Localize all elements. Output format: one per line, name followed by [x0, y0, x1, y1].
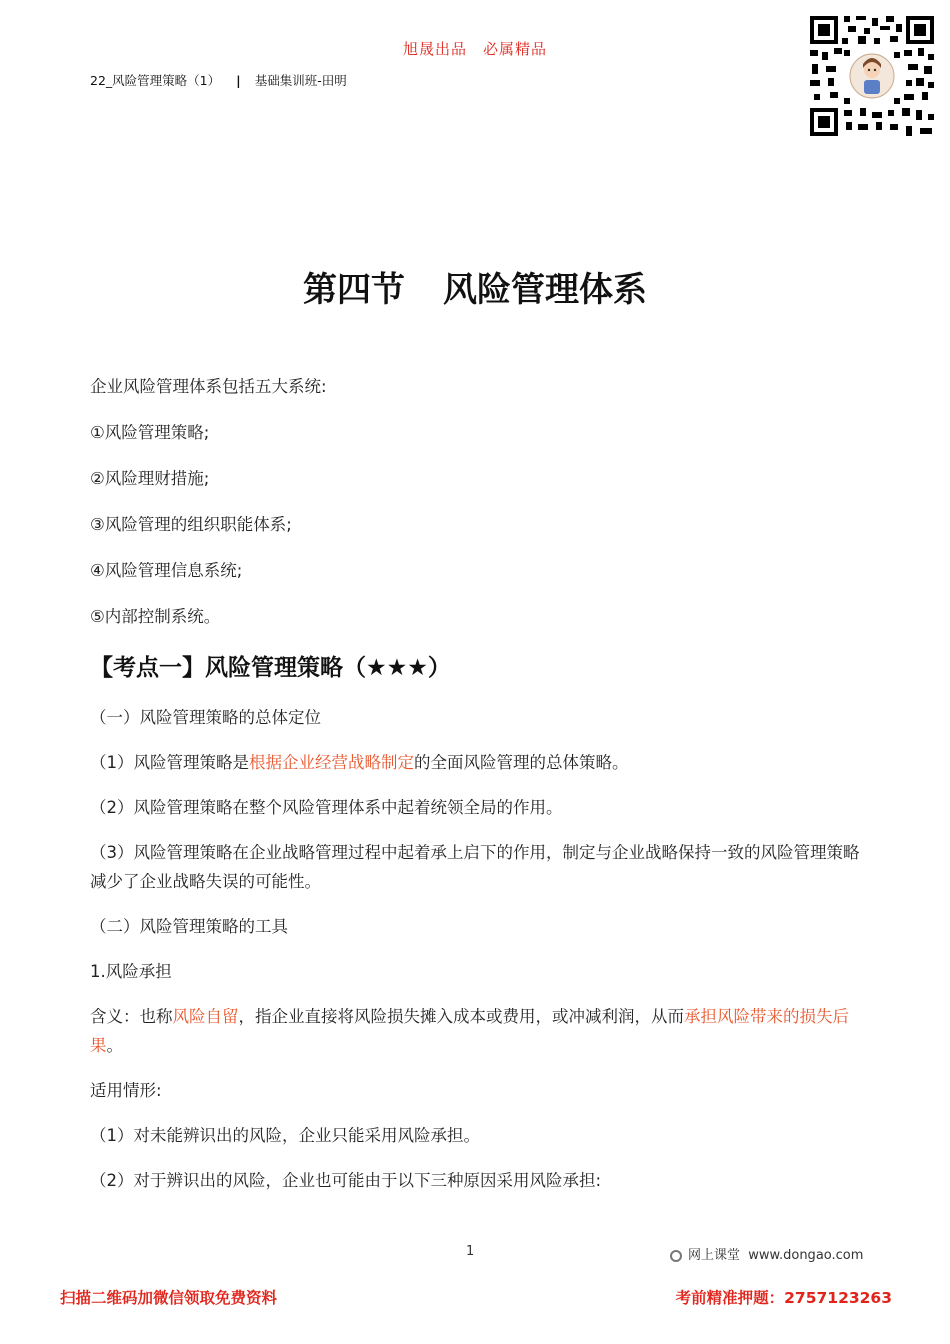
- banner-right: 考前精准押题：2757123263: [675, 1289, 892, 1307]
- s2-definition: 含义：也称风险自留，指企业直接将风险损失摊入成本或费用，或冲减利润，从而承担风险带来的损失后果。: [90, 1007, 849, 1055]
- page-number: 1: [466, 1244, 475, 1259]
- s1-point-3: （3）风险管理策略在企业战略管理过程中起着承上启下的作用，制定与企业战略保持一致的风险管理策略减少了企业战略失误的可能性。: [90, 843, 860, 891]
- s2-case-2: （2）对于辨识出的风险，企业也可能由于以下三种原因采用风险承担:: [90, 1171, 602, 1190]
- s2-subheading: 1.风险承担: [90, 962, 172, 981]
- site-footer[interactable]: [670, 1244, 863, 1263]
- intro-item-5: ⑤内部控制系统。: [90, 607, 221, 626]
- section-title: [0, 262, 950, 311]
- header-separator: |: [236, 73, 241, 88]
- highlight-text: 承担风险带来的损失后果: [90, 1007, 849, 1055]
- qr-code-image[interactable]: [808, 14, 936, 138]
- intro-item-2: ②风险理财措施;: [90, 469, 210, 488]
- banner-left: 扫描二维码加微信领取免费资料: [60, 1289, 278, 1307]
- course-title: 22_风险管理策略（1）: [90, 73, 221, 88]
- qr-code-icon: [808, 14, 936, 138]
- course-class: 基础集训班-田明: [254, 73, 347, 88]
- dongao-logo-icon: [670, 1250, 682, 1262]
- running-header: [90, 71, 347, 89]
- s2-heading: （二）风险管理策略的工具: [90, 917, 288, 936]
- s1-point-2: （2）风险管理策略在整个风险管理体系中起着统领全局的作用。: [90, 798, 563, 817]
- section-number: 第四节: [303, 270, 405, 310]
- s1-heading: （一）风险管理策略的总体定位: [90, 708, 321, 727]
- site-name: 网上课堂: [688, 1248, 741, 1263]
- section-name: 风险管理体系: [443, 270, 647, 310]
- highlight-text: 根据企业经营战略制定: [249, 753, 414, 772]
- s2-apply-label: 适用情形:: [90, 1081, 162, 1100]
- brand-slogan: 旭晟出品 必属精品: [402, 40, 547, 58]
- document-body: [90, 372, 865, 1211]
- intro-item-1: ①风险管理策略;: [90, 423, 210, 442]
- s1-point-1: （1）风险管理策略是根据企业经营战略制定的全面风险管理的总体策略。: [90, 753, 629, 772]
- site-url[interactable]: www.dongao.com: [748, 1248, 864, 1263]
- highlight-text: 风险自留: [172, 1007, 239, 1026]
- s2-case-1: （1）对未能辨识出的风险，企业只能采用风险承担。: [90, 1126, 480, 1145]
- intro-lead: 企业风险管理体系包括五大系统:: [90, 377, 327, 396]
- kaodian-heading: 【考点一】风险管理策略（★★★）: [90, 655, 451, 681]
- intro-item-4: ④风险管理信息系统;: [90, 561, 243, 580]
- intro-item-3: ③风险管理的组织职能体系;: [90, 515, 292, 534]
